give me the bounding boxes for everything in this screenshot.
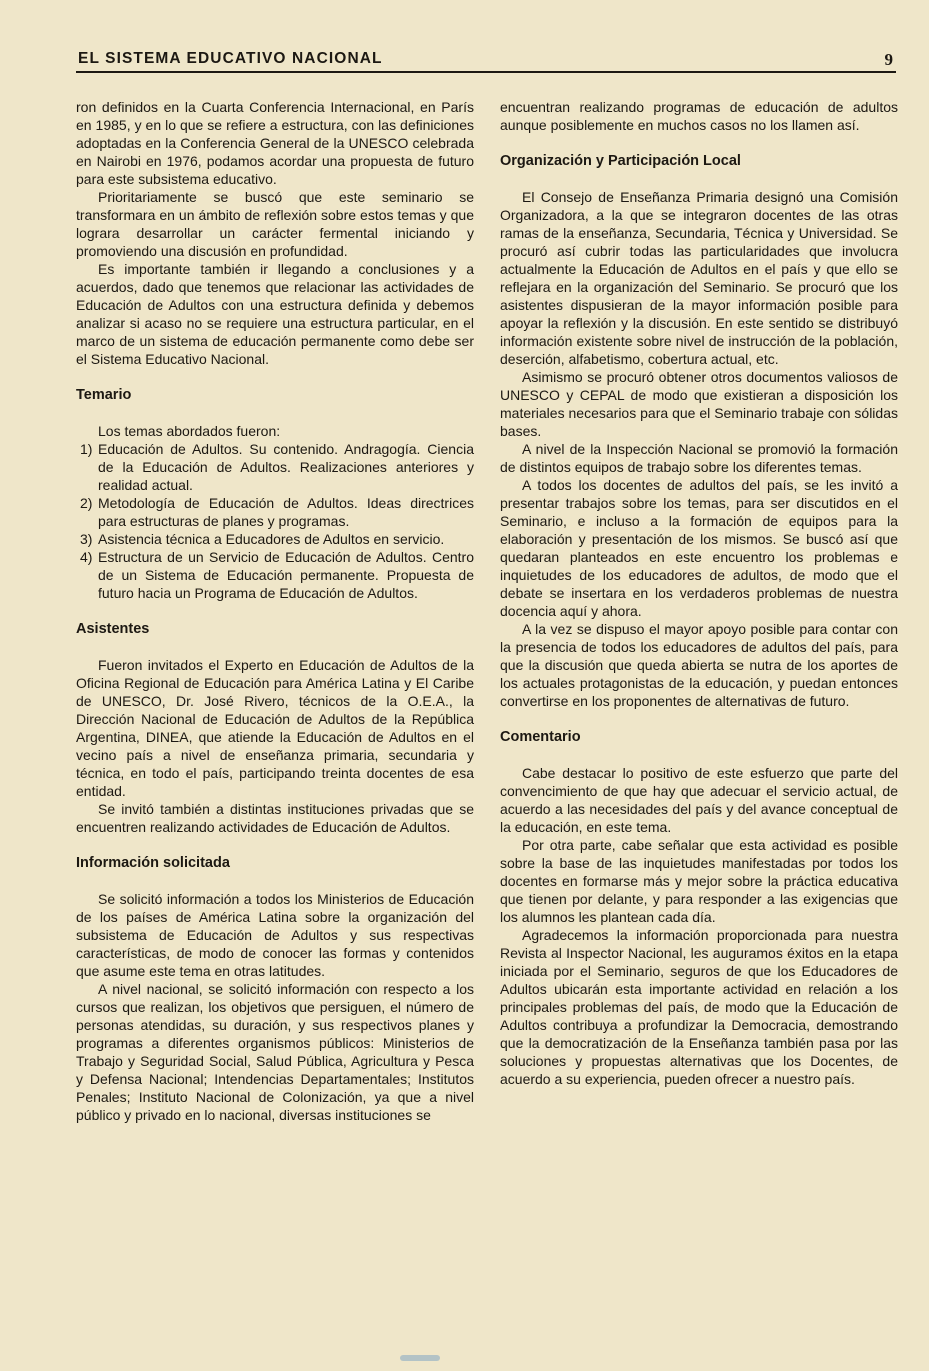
list-item [76,548,474,602]
paragraph: A nivel nacional, se solicitó información con respecto a los cursos que realizan, los objetivos que persiguen, el número de personas atendidas, su duración, y sus respectivos planes y programas a diferentes organismos públicos: Ministerios de Trabajo y Seguridad Social, Salud Pública, Agricultura y Pesca y Defensa Nacional; Intendencias Departamentales; Institutos Penales; Instituto Nacional de Colonización, ya que a nivel público y privado en lo nacional, diversas instituciones se [76,981,474,1123]
paragraph: encuentran realizando programas de educación de adultos aunque posiblemente en muchos casos no los llamen así. [500,99,898,133]
paragraph: A la vez se dispuso el mayor apoyo posible para contar con la presencia de todos los educadores de adultos del país, para que la discusión que queda abierta se nutra de los aportes de los actuales protagonistas de la educación, y puedan entonces convertirse en los proponentes de alternativas de futuro. [500,621,898,709]
section-heading-temario: Temario [76,387,132,403]
list-number: 2) [80,495,93,511]
paragraph: Cabe destacar lo positivo de este esfuerzo que parte del convencimiento de que hay que adecuar el servicio actual, de acuerdo a las necesidades del país y del avance conceptual de la educación, en este tema. [500,765,898,835]
paragraph: Es importante también ir llegando a conclusiones y a acuerdos, dado que tenemos que relacionar las actividades de Educación de Adultos con una estructura definida y debemos analizar si acaso no se requiere una estructura particular, en el marco de un sistema de educación permanente como debe ser el Sistema Educativo Nacional. [76,261,474,367]
list-item-text: Asistencia técnica a Educadores de Adultos en servicio. [98,531,445,547]
section-heading-asistentes: Asistentes [76,621,150,637]
header-rule [76,71,896,73]
list-number: 1) [80,441,93,457]
paragraph: Agradecemos la información proporcionada para nuestra Revista al Inspector Nacional, les auguramos éxitos en la etapa iniciada por el Seminario, seguros de que los Educadores de Adultos ubicarán esta importante actividad en relación a los principales problemas del país, de modo que la Educación de Adultos contribuya a profundizar la Democracia, demostrando que la democratización de la Enseñanza también pasa por las soluciones y propuestas alternativas que los Docentes, de acuerdo a su experiencia, pueden ofrecer a nuestro país. [500,927,898,1087]
right-column [500,98,898,1088]
paragraph: A nivel de la Inspección Nacional se promovió la formación de distintos equipos de trabajo sobre los diferentes temas. [500,441,898,475]
paragraph: A todos los docentes de adultos del país, se les invitó a presentar trabajos sobre los temas, para ser discutidos en el Seminario, e incluso a la formación de equipos para la elaboración y presentación de los mismos. Se buscó así que quedaran planteados en este encuentro los problemas e inquietudes de los educadores de adultos, de modo que el debate se insertara en los verdaderos problemas de nuestra docencia aquí y ahora. [500,477,898,619]
list-number: 4) [80,549,93,565]
list-item [76,494,474,530]
list-number: 3) [80,531,93,547]
section-heading-comentario: Comentario [500,729,581,745]
paragraph: Se solicitó información a todos los Ministerios de Educación de los países de América Latina sobre la organización del subsistema de Educación de Adultos y sus respectivas características, de modo de conocer las formas y contenidos que asume este tema en otras latitudes. [76,891,474,979]
section-heading-organizacion: Organización y Participación Local [500,153,741,169]
running-title: EL SISTEMA EDUCATIVO NACIONAL [78,50,383,67]
paragraph: Prioritariamente se buscó que este seminario se transformara en un ámbito de reflexión sobre estos temas y que lograra desarrollar un carácter fermental iniciando y promoviendo una discusión en profundidad. [76,189,474,259]
page-number: 9 [884,50,893,69]
themes-list [76,440,474,602]
running-header [78,50,893,72]
paragraph: Por otra parte, cabe señalar que esta actividad es posible sobre la base de las inquietudes manifestadas por todos los docentes en formarse más y mejor sobre la práctica educativa que tienen por delante, y para responder a las exigencias que los alumnos les plantean cada día. [500,837,898,925]
list-item [76,440,474,494]
paragraph: El Consejo de Enseñanza Primaria designó una Comisión Organizadora, a la que se integraron docentes de las otras ramas de la enseñanza, Secundaria, Técnica y Universidad. Se procuró así cubrir todas las particularidades que involucra actualmente la Educación de Adultos en el país y que ello se reflejara en la organización del Seminario. Se procuró que los asistentes dispusieran de la mayor información posible para apoyar la reflexión y la discusión. En este sentido se distribuyó información existente sobre nivel de instrucción de la población, deserción, alfabetismo, cobertura actual, etc. [500,189,898,367]
left-column [76,98,474,1124]
list-item [76,530,474,548]
section-heading-informacion: Información solicitada [76,855,230,871]
list-item-text: Estructura de un Servicio de Educación de Adultos. Centro de un Sistema de Educación permanente. Propuesta de futuro hacia un Programa de Educación de Adultos. [98,549,474,601]
list-item-text: Educación de Adultos. Su contenido. Andragogía. Ciencia de la Educación de Adultos. Realizaciones anteriores y realidad actual. [98,441,474,493]
print-smudge [400,1355,440,1361]
list-item-text: Metodología de Educación de Adultos. Ideas directrices para estructuras de planes y programas. [98,495,474,529]
paragraph: Fueron invitados el Experto en Educación de Adultos de la Oficina Regional de Educación para América Latina y El Caribe de UNESCO, Dr. José Rivero, técnicos de la O.E.A., la Dirección Nacional de Educación de Adultos de la República Argentina, DINEA, que atiende la Educación de Adultos en el vecino país a nivel de enseñanza primaria, secundaria y técnica, en todo el país, participando treinta docentes de esa entidad. [76,657,474,799]
paragraph: Se invitó también a distintas instituciones privadas que se encuentren realizando actividades de Educación de Adultos. [76,801,474,835]
paragraph: Los temas abordados fueron: [98,423,281,439]
paragraph: Asimismo se procuró obtener otros documentos valiosos de UNESCO y CEPAL de modo que existieran a disposición los materiales necesarios para que el Seminario trabaje con sólidas bases. [500,369,898,439]
paragraph: ron definidos en la Cuarta Conferencia Internacional, en París en 1985, y en lo que se refiere a estructura, con las definiciones adoptadas en la Conferencia General de la UNESCO celebrada en Nairobi en 1976, podamos acordar una propuesta de futuro para este subsistema educativo. [76,99,474,187]
